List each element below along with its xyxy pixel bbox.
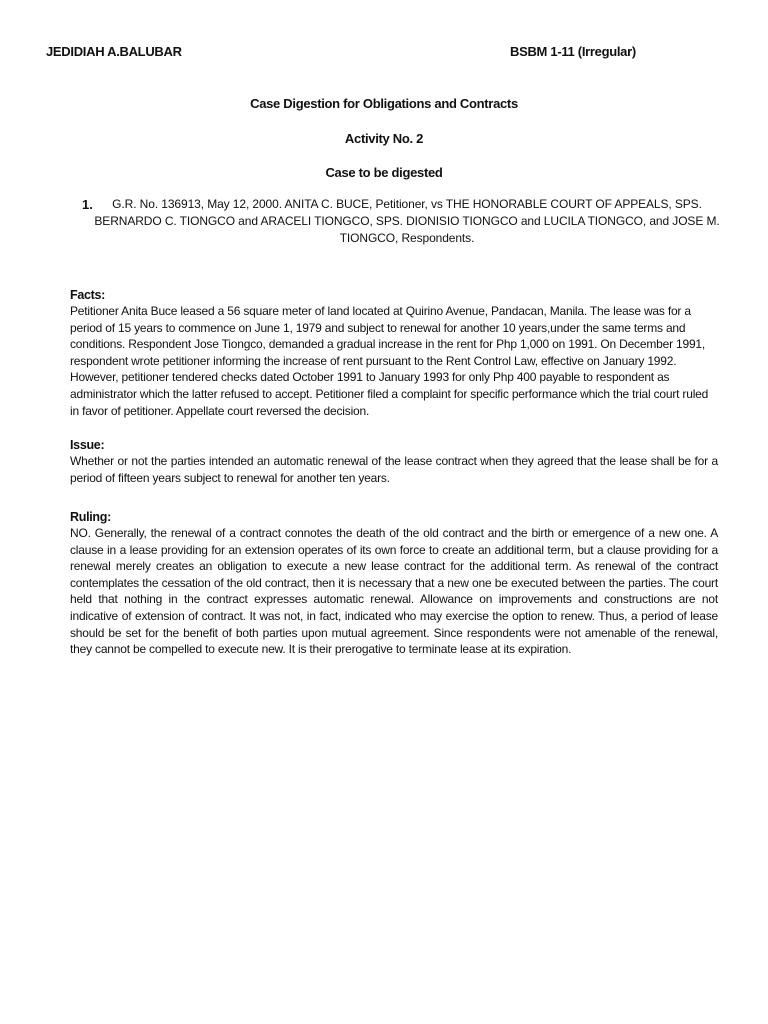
author-name: JEDIDIAH A.BALUBAR (46, 44, 182, 59)
issue-heading: Issue: (70, 438, 105, 452)
ruling-section (70, 509, 718, 658)
issue-section (70, 437, 718, 486)
case-citation: G.R. No. 136913, May 12, 2000. ANITA C. BUCE, Petitioner, vs THE HONORABLE COURT OF APPEALS, SPS. BERNARDO C. TIONGCO and ARACELI TIONGCO, SPS. DIONISIO TIONGCO and LUCILA TIONGCO, and JOSE M. TIONGCO, Respondents. (94, 197, 720, 245)
facts-body: Petitioner Anita Buce leased a 56 square meter of land located at Quirino Avenue, Pandacan, Manila. The lease was for a period of 15 years to commence on June 1, 1979 and subject to renewal for another 10 years,under the same terms and conditions. Respondent Jose Tiongco, demanded a gradual increase in the rent for Php 1,000 on 1991. On December 1991, respondent wrote petitioner informing the increase of rent pursuant to the Rent Control Law, effective on January 1992. However, petitioner tendered checks dated October 1991 to January 1993 for only Php 400 payable to respondent as administrator which the latter refused to accept. Petitioner filed a complaint for specific performance which the trial court ruled in favor of petitioner. Appellate court reversed the decision. (70, 304, 709, 418)
document-title: Case Digestion for Obligations and Contracts (250, 96, 518, 111)
issue-body: Whether or not the parties intended an automatic renewal of the lease contract when they agreed that the lease shall be for a period of fifteen years subject to renewal for another ten years. (70, 454, 718, 485)
course-section: BSBM 1-11 (Irregular) (510, 44, 636, 59)
document-subtitle: Case to be digested (325, 165, 443, 180)
case-number: 1. (82, 197, 93, 212)
ruling-body: NO. Generally, the renewal of a contract connotes the death of the old contract and the birth or emergence of a new one. A clause in a lease providing for an extension operates of its own force to create an additional term, but a clause providing for a renewal merely creates an obligation to execute a new lease contract for the additional term. As renewal of the contract contemplates the cessation of the old contract, then it is necessary that a new one be executed between the parties. The court held that nothing in the contract expresses automatic renewal. Allowance on improvements and constructions are not indicative of extension of contract. It was not, in fact, indicated who may exercise the option to renew. Thus, a period of lease should be set for the benefit of both parties upon mutual agreement. Since respondents were not amenable of the renewal, they cannot be compelled to execute new. It is their prerogative to terminate lease at its expiration. (70, 526, 718, 657)
activity-number: Activity No. 2 (344, 131, 424, 146)
facts-heading: Facts: (70, 288, 106, 302)
facts-section (70, 287, 718, 419)
ruling-heading: Ruling: (70, 510, 111, 524)
